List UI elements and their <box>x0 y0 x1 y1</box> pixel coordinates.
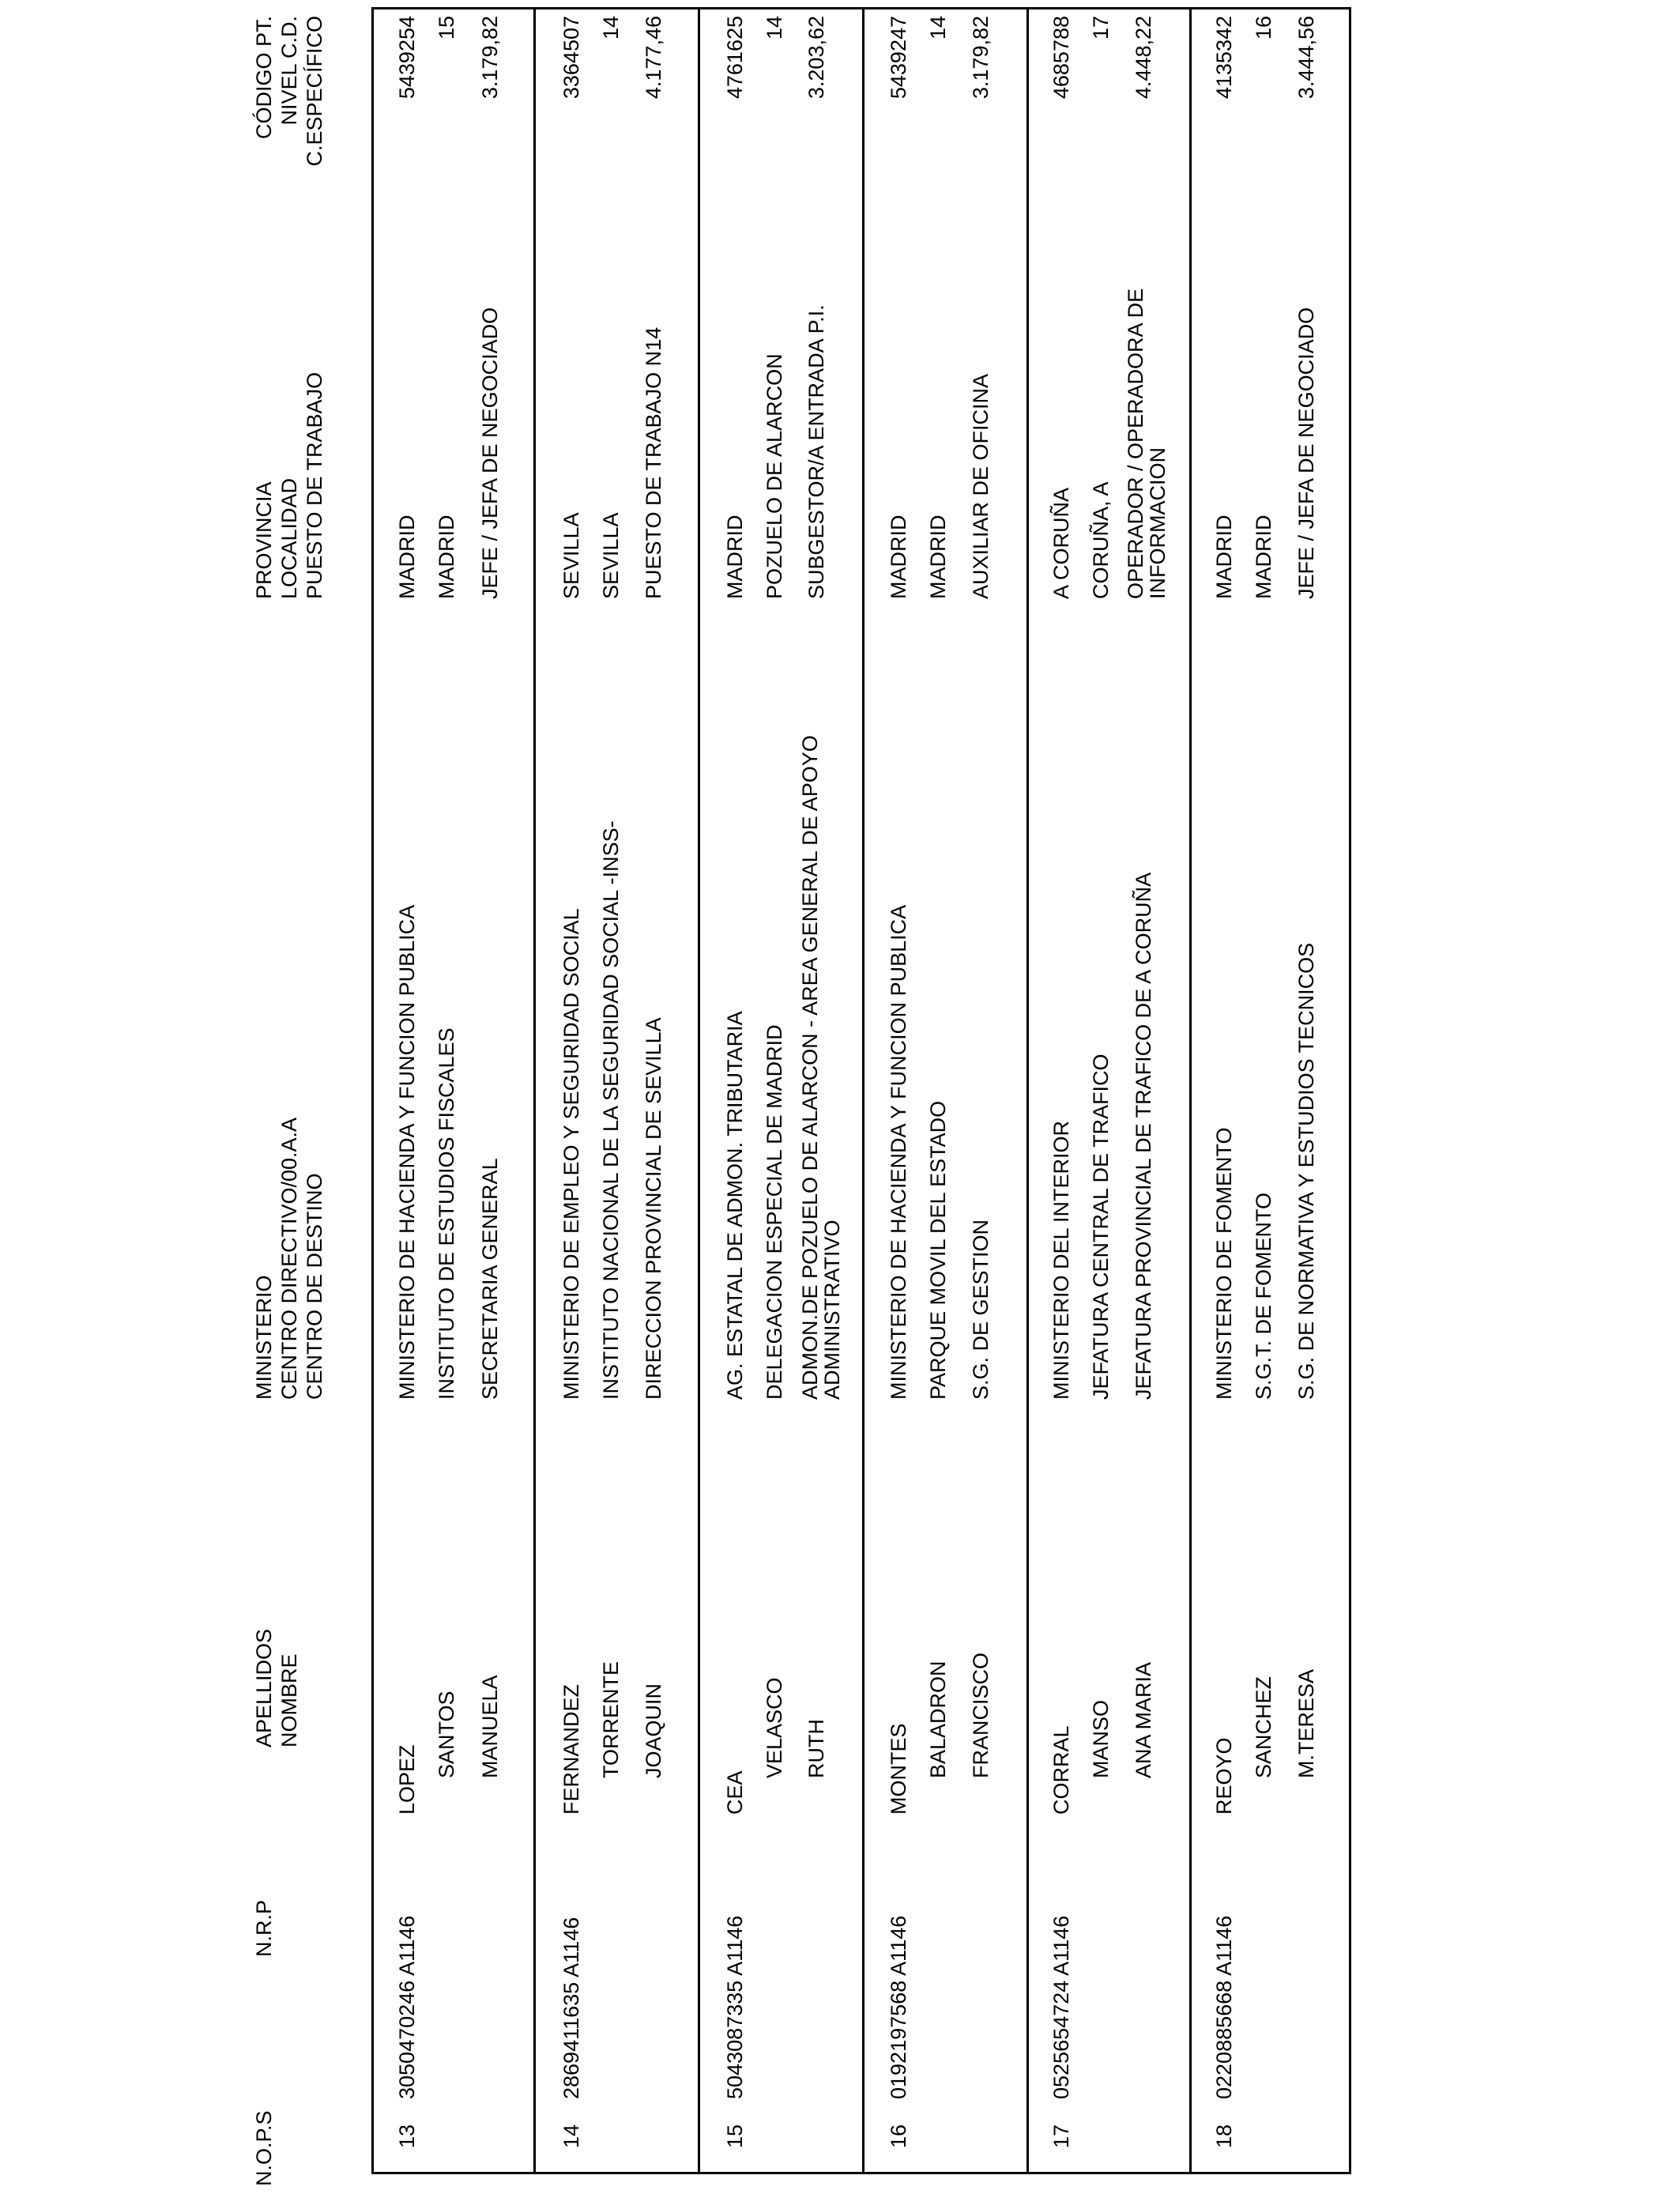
record-nivel: 15 <box>435 16 458 40</box>
record-nops: 18 <box>1212 2124 1236 2148</box>
record-provincia: A CORUÑA <box>1049 487 1073 599</box>
record-provincia: MADRID <box>887 515 910 599</box>
record-codigo: 4135342 <box>1212 16 1236 100</box>
header-ministerio: MINISTERIO <box>252 1275 276 1400</box>
record-localidad: MADRID <box>435 515 458 599</box>
record-nrp: 0220885668 A1146 <box>1212 1915 1236 2099</box>
record-ministerio: MINISTERIO DE HACIENDA Y FUNCION PUBLICA <box>395 904 419 1400</box>
record-nops: 15 <box>723 2124 747 2148</box>
header-centro-directivo: CENTRO DIRECTIVO/00.A.A <box>277 1117 301 1400</box>
record-apellido2: BALADRON <box>926 1661 950 1778</box>
record-nombre: MANUELA <box>478 1675 502 1778</box>
row-separator <box>1189 9 1192 2172</box>
record-apellido2: VELASCO <box>763 1677 786 1778</box>
record-nrp: 3050470246 A1146 <box>395 1915 419 2099</box>
record-nombre: M.TERESA <box>1294 1668 1318 1778</box>
record-centro-destino: ADMON.DE POZUELO DE ALARCON - AREA GENERAL DE APOYO <box>798 735 822 1400</box>
record-centro-destino: S.G. DE GESTION <box>969 1219 993 1400</box>
record-localidad: CORUÑA, A <box>1089 481 1113 599</box>
header-nombre: NOMBRE <box>277 1653 301 1747</box>
record-codigo: 5439247 <box>887 16 910 100</box>
record-nombre: ANA MARIA <box>1132 1661 1155 1778</box>
record-centro-destino-cont: ADMINISTRATIVO <box>820 1220 844 1400</box>
record-localidad: POZUELO DE ALARCON <box>763 353 786 599</box>
record-provincia: MADRID <box>395 515 419 599</box>
record-codigo: 3364507 <box>559 16 583 100</box>
record-nivel: 16 <box>1252 16 1275 40</box>
record-apellido2: TORRENTE <box>599 1661 623 1778</box>
header-nivel: NIVEL C.D. <box>277 16 301 126</box>
record-localidad: SEVILLA <box>599 512 623 599</box>
record-ministerio: AG. ESTATAL DE ADMON. TRIBUTARIA <box>723 1011 747 1400</box>
record-ministerio: MINISTERIO DE EMPLEO Y SEGURIDAD SOCIAL <box>559 908 583 1400</box>
record-nops: 13 <box>395 2124 419 2148</box>
record-centro-directivo: INSTITUTO NACIONAL DE LA SEGURIDAD SOCIAL -INSS- <box>599 820 623 1400</box>
record-especifico: 4.448,22 <box>1132 16 1155 100</box>
record-apellido2: MANSO <box>1089 1699 1113 1778</box>
record-puesto: SUBGESTOR/A ENTRADA P.I. <box>804 304 828 599</box>
record-especifico: 3.179,82 <box>969 16 993 100</box>
row-separator <box>698 9 700 2172</box>
record-centro-directivo: JEFATURA CENTRAL DE TRAFICO <box>1089 1054 1113 1400</box>
record-nombre: FRANCISCO <box>969 1652 993 1778</box>
header-centro-destino: CENTRO DE DESTINO <box>303 1173 326 1400</box>
record-codigo: 4761625 <box>723 16 747 100</box>
record-nivel: 17 <box>1089 16 1113 40</box>
record-centro-directivo: PARQUE MOVIL DEL ESTADO <box>926 1100 950 1400</box>
header-puesto: PUESTO DE TRABAJO <box>303 371 326 599</box>
record-provincia: MADRID <box>723 515 747 599</box>
record-localidad: MADRID <box>926 515 950 599</box>
header-codigo: CÓDIGO PT. <box>252 16 276 140</box>
record-apellido2: SANTOS <box>435 1691 458 1778</box>
record-puesto: AUXILIAR DE OFICINA <box>969 373 993 599</box>
record-puesto: JEFE / JEFA DE NEGOCIADO <box>478 307 502 599</box>
record-nivel: 14 <box>599 16 623 40</box>
record-apellido1: CEA <box>723 1770 747 1815</box>
header-nops: N.O.P.S <box>252 2110 276 2186</box>
record-especifico: 3.203,62 <box>804 16 828 100</box>
record-puesto: PUESTO DE TRABAJO N14 <box>642 326 665 599</box>
record-centro-destino: S.G. DE NORMATIVA Y ESTUDIOS TECNICOS <box>1294 942 1318 1400</box>
record-nombre: JOAQUIN <box>642 1683 665 1778</box>
record-nombre: RUTH <box>804 1719 828 1778</box>
record-nrp: 0525654724 A1146 <box>1049 1915 1073 2099</box>
record-nops: 16 <box>887 2124 910 2148</box>
record-nrp: 0192197568 A1146 <box>887 1915 910 2099</box>
header-especifico: C.ESPECÍFICO <box>303 16 326 167</box>
record-nops: 17 <box>1049 2124 1073 2148</box>
record-puesto: JEFE / JEFA DE NEGOCIADO <box>1294 307 1318 599</box>
record-centro-destino: JEFATURA PROVINCIAL DE TRAFICO DE A CORUÑA <box>1132 872 1155 1400</box>
record-centro-directivo: DELEGACION ESPECIAL DE MADRID <box>763 1024 786 1400</box>
row-separator <box>1026 9 1029 2172</box>
records-table <box>371 7 1351 2174</box>
header-apellidos: APELLIDOS <box>252 1628 276 1747</box>
record-centro-directivo: S.G.T. DE FOMENTO <box>1252 1192 1275 1400</box>
record-nops: 14 <box>559 2124 583 2148</box>
record-puesto-cont: INFORMACION <box>1146 447 1170 599</box>
record-ministerio: MINISTERIO DE HACIENDA Y FUNCION PUBLICA <box>887 904 910 1400</box>
record-nivel: 14 <box>763 16 786 40</box>
record-especifico: 4.177,46 <box>642 16 665 100</box>
record-apellido1: CORRAL <box>1049 1725 1073 1815</box>
record-especifico: 3.444,56 <box>1294 16 1318 100</box>
record-centro-directivo: INSTITUTO DE ESTUDIOS FISCALES <box>435 1027 458 1400</box>
record-apellido1: LOPEZ <box>395 1744 419 1815</box>
record-nrp: 2869411635 A1146 <box>559 1917 583 2099</box>
row-separator <box>862 9 864 2172</box>
record-nivel: 14 <box>926 16 950 40</box>
record-provincia: SEVILLA <box>559 512 583 599</box>
record-ministerio: MINISTERIO DEL INTERIOR <box>1049 1120 1073 1400</box>
header-localidad: LOCALIDAD <box>277 477 301 599</box>
header-nrp: N.R.P <box>252 1899 276 1957</box>
record-apellido1: FERNANDEZ <box>559 1683 583 1815</box>
record-localidad: MADRID <box>1252 515 1275 599</box>
record-codigo: 5439254 <box>395 16 419 100</box>
record-apellido1: MONTES <box>887 1723 910 1815</box>
record-apellido1: REOYO <box>1212 1737 1236 1815</box>
record-provincia: MADRID <box>1212 515 1236 599</box>
header-provincia: PROVINCIA <box>252 481 276 599</box>
record-especifico: 3.179,82 <box>478 16 502 100</box>
record-centro-destino: SECRETARIA GENERAL <box>478 1158 502 1400</box>
record-apellido2: SANCHEZ <box>1252 1676 1275 1778</box>
record-centro-destino: DIRECCION PROVINCIAL DE SEVILLA <box>642 1017 665 1400</box>
record-puesto: OPERADOR / OPERADORA DE <box>1124 288 1147 599</box>
row-separator <box>533 9 536 2172</box>
record-nrp: 5043087335 A1146 <box>723 1915 747 2099</box>
record-ministerio: MINISTERIO DE FOMENTO <box>1212 1127 1236 1400</box>
record-codigo: 4685788 <box>1049 16 1073 100</box>
